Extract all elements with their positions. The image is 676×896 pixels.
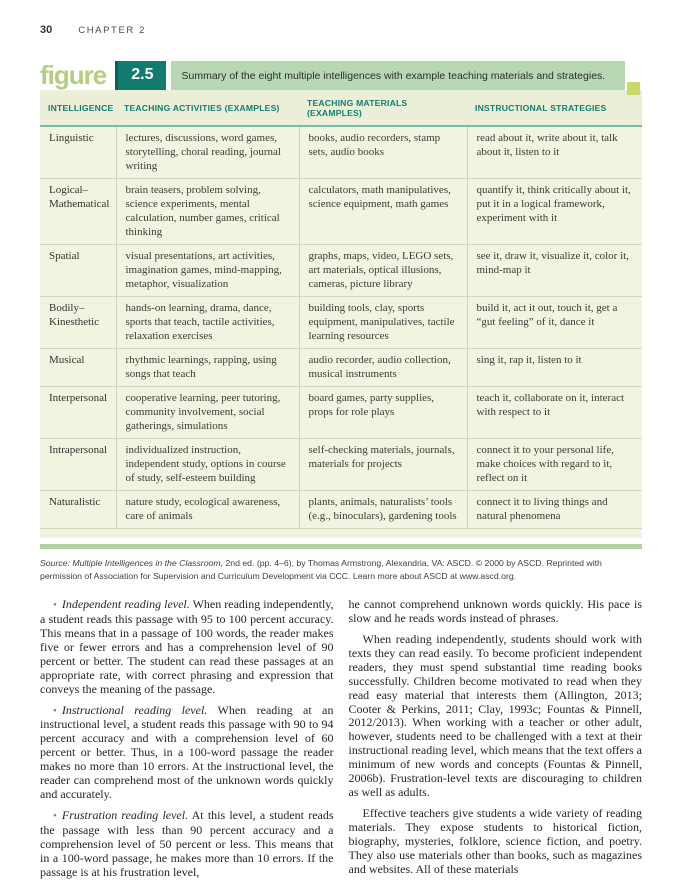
table-row (40, 297, 642, 349)
figure-word: figure (40, 60, 107, 90)
chapter-label: CHAPTER 2 (78, 25, 146, 36)
cell-materials: board games, party supplies, props for role plays (299, 387, 467, 439)
body-text (40, 598, 642, 886)
paragraph-continuation: he cannot comprehend unknown words quickly. His pace is slow and he reads words instead of phrases. (348, 597, 642, 626)
cell-intelligence: Interpersonal (40, 387, 116, 439)
col-header-activities: TEACHING ACTIVITIES (EXAMPLES) (116, 90, 299, 126)
cell-activities: cooperative learning, peer tutoring, community involvement, social gatherings, simulations (116, 387, 299, 439)
cell-strategies: teach it, collaborate on it, interact with respect to it (467, 387, 642, 439)
bullet-paragraph-frustration (40, 809, 334, 880)
paragraph-text: At this level, a student reads the passage with less than 90 percent accuracy and a comprehension level of 50 percent or less. This means that in a 100-word passage, he makes more than 10 errors. If the passage is at his frustration level, (40, 807, 334, 879)
bullet-paragraph-independent (40, 598, 334, 696)
cell-intelligence: Linguistic (49, 132, 94, 144)
bullet-icon: • (53, 809, 57, 822)
cell-activities: brain teasers, problem solving, science experiments, mental calculation, number games, critical thinking (116, 179, 299, 245)
table-row (40, 491, 642, 529)
corner-square-decoration (627, 82, 640, 95)
cell-activities: hands-on learning, drama, dance, sports that teach, tactile activities, relaxation exercises (116, 297, 299, 349)
cell-strategies: connect it to your personal life, make choices with regard to it, reflect on it (467, 439, 642, 491)
cell-materials: building tools, clay, sports equipment, manipulatives, tactile learning resources (299, 297, 467, 349)
cell-materials: graphs, maps, video, LEGO sets, art materials, optical illusions, cameras, picture library (299, 245, 467, 297)
cell-strategies: see it, draw it, visualize it, color it, mind-map it (467, 245, 642, 297)
figure-bottom-bar (40, 544, 642, 549)
table-row (40, 439, 642, 491)
source-credit (40, 557, 642, 582)
paragraph-lead: Instructional reading level. (61, 702, 208, 717)
cell-strategies: connect it to living things and natural phenomena (467, 491, 642, 529)
cell-strategies: sing it, rap it, listen to it (467, 349, 642, 387)
paragraph-effective-teachers: Effective teachers give students a wide variety of reading materials. They expose students to historical fiction, biography, mysteries, folklore, science fiction, and poetry. They also use materials other than books, such as magazines and websites. All of these materials (348, 805, 642, 876)
page-number: 30 (40, 24, 53, 36)
cell-intelligence: Spatial (40, 245, 116, 297)
source-title: Source: Multiple Intelligences in the Classroom, (40, 558, 224, 568)
cell-materials: books, audio recorders, stamp sets, audio books (299, 126, 467, 179)
bullet-paragraph-instructional (40, 704, 334, 802)
figure-header (40, 60, 642, 90)
cell-activities: lectures, discussions, word games, storytelling, choral reading, journal writing (116, 126, 299, 179)
cell-intelligence: Bodily–Kinesthetic (40, 297, 116, 349)
paragraph-text: When reading at an instructional level, a student reads this passage with 90 to 94 percent accuracy and with a comprehension level of 60 percent or better. Thus, in a 100-word passage the reader makes no more than 10 errors. At the instructional level, the reader can comprehend most of the unknown words quickly and accurately. (40, 702, 334, 801)
source-rest: 2nd ed. (pp. 4–6), by Thomas Armstrong, Alexandria, VA: ASCD. © 2000 by ASCD. Reprinted with permission of Association for Supervision and Curriculum Development via CCC. Learn more about ASCD at www.ascd.org. (40, 558, 602, 581)
paragraph-text: When reading independently, a student reads this passage with 95 to 100 percent accuracy. This means that in a passage of 100 words, the reader makes five or fewer errors and has a comprehension level of 90 percent or better. The student can read these passages at an appropriate rate, with correct phrasing and expression that conveys the meaning of the passage. (40, 597, 334, 696)
cell-intelligence: Logical–Mathematical (40, 179, 116, 245)
cell-strategies: read about it, write about it, talk about it, listen to it (467, 126, 642, 179)
table-row (40, 387, 642, 439)
cell-intelligence: Intrapersonal (40, 439, 116, 491)
col-header-intelligence: INTELLIGENCE (40, 90, 116, 126)
bullet-icon: • (53, 599, 57, 612)
table-row (40, 126, 642, 179)
figure-caption: Summary of the eight multiple intelligences with example teaching materials and strategies. (181, 69, 606, 82)
table-row (40, 245, 642, 297)
left-column (40, 598, 334, 886)
running-head (40, 24, 642, 36)
intelligences-table-wrap (40, 90, 642, 538)
cell-activities: rhythmic learnings, rapping, using songs that teach (116, 349, 299, 387)
figure-2-5 (40, 60, 642, 549)
table-row (40, 349, 642, 387)
cell-materials: self-checking materials, journals, materials for projects (299, 439, 467, 491)
intelligences-table (40, 90, 642, 529)
cell-activities: individualized instruction, independent study, options in course of study, self-esteem building (116, 439, 299, 491)
cell-materials: plants, animals, naturalists’ tools (e.g., binoculars), gardening tools (299, 491, 467, 529)
col-header-materials: TEACHING MATERIALS (EXAMPLES) (299, 90, 467, 126)
cell-strategies: quantify it, think critically about it, put it in a logical framework, experiment with it (467, 179, 642, 245)
cell-activities: visual presentations, art activities, imagination games, mind-mapping, metaphor, visualization (116, 245, 299, 297)
bullet-icon: • (53, 704, 57, 717)
cell-materials: calculators, math manipulatives, science equipment, math games (299, 179, 467, 245)
table-header-row (40, 90, 642, 126)
cell-activities: nature study, ecological awareness, care of animals (116, 491, 299, 529)
table-row (40, 179, 642, 245)
cell-materials: audio recorder, audio collection, musical instruments (299, 349, 467, 387)
figure-caption-band (171, 61, 625, 90)
col-header-strategies: INSTRUCTIONAL STRATEGIES (467, 90, 642, 126)
figure-number-badge: 2.5 (115, 61, 166, 90)
right-column (349, 598, 643, 886)
paragraph-lead: Independent reading level. (61, 597, 190, 612)
paragraph-independent-reading: When reading independently, students should work with texts they can read easily. To become proficient independent readers, they must spend substantial time reading books successfully. Children become motivated to read when they read easy material that interests them (Allington, 2013; Cooter & Perkins, 2011; Clay, 1993c; Fountas & Pinnell, 2012/2013). When working with a teacher or other adult, however, students need to be challenged with a text at their instructional reading level, which means that the text offers a minimum of new words and concepts (Fountas & Pinnell, 2006b). Frustration-level texts are discouraging to children as well as adults. (348, 632, 642, 799)
cell-strategies: build it, act it out, touch it, get a “gut feeling” of it, dance it (467, 297, 642, 349)
cell-intelligence: Musical (40, 349, 116, 387)
paragraph-lead: Frustration reading level. (61, 807, 189, 822)
cell-intelligence: Naturalistic (40, 491, 116, 529)
